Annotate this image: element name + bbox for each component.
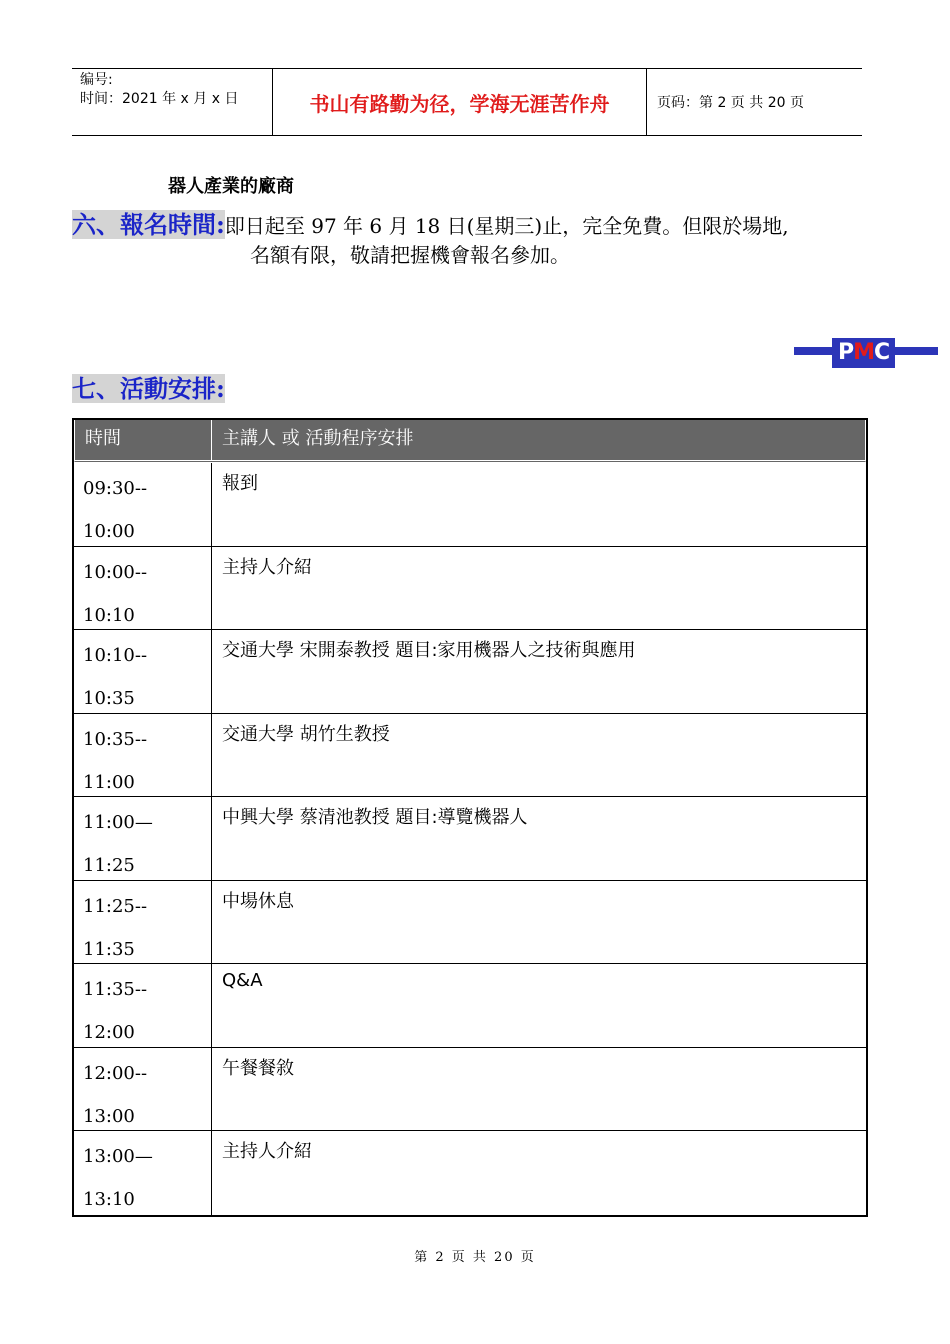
section-6-line2: 名額有限，敬請把握機會報名參加。	[250, 243, 570, 267]
time-end: 10:00	[83, 521, 135, 542]
header-meta	[72, 69, 273, 135]
table-row	[74, 881, 866, 965]
section-7	[72, 372, 225, 406]
table-row	[74, 797, 866, 881]
time-start: 11:25--	[83, 895, 148, 917]
schedule-body	[74, 463, 866, 1215]
section-6-heading: 六、報名時間:	[72, 210, 225, 239]
header-time: 時間	[75, 420, 212, 460]
time-start: 10:00--	[83, 561, 148, 583]
activity-cell: 中興大學 蔡清池教授 題目:導覽機器人	[222, 807, 528, 828]
time-cell	[74, 881, 212, 964]
time-cell	[74, 630, 212, 713]
time-end: 10:10	[83, 604, 135, 626]
table-row	[74, 547, 866, 631]
table-row	[74, 1131, 866, 1215]
time-start: 11:35--	[83, 979, 148, 1000]
time-end: 11:00	[83, 771, 135, 793]
time-cell	[74, 463, 212, 546]
section-6	[72, 210, 789, 241]
table-row	[74, 964, 866, 1048]
activity-cell: 報到	[222, 473, 258, 494]
time-end: 13:10	[83, 1189, 135, 1210]
section-7-heading: 七、活動安排:	[72, 374, 225, 403]
continued-text: 器人產業的廠商	[168, 176, 294, 197]
time-start: 12:00--	[83, 1062, 148, 1084]
time-end: 10:35	[83, 688, 135, 709]
header-motto: 书山有路勤为径，学海无涯苦作舟	[273, 69, 647, 135]
activity-cell: Q&A	[222, 970, 263, 991]
time-end: 11:35	[83, 938, 135, 960]
schedule-header-row	[74, 420, 866, 463]
time-start: 10:35--	[83, 728, 148, 750]
activity-cell: 交通大學 胡竹生教授	[222, 723, 390, 745]
time-start: 09:30--	[83, 478, 148, 499]
pmc-logo	[794, 338, 938, 364]
time-cell	[74, 964, 212, 1047]
page-header	[72, 68, 862, 136]
activity-cell: 主持人介紹	[222, 556, 312, 578]
time-cell	[74, 797, 212, 880]
time-end: 13:00	[83, 1105, 135, 1127]
activity-cell: 中場休息	[222, 890, 294, 912]
activity-cell: 午餐餐敘	[222, 1057, 294, 1079]
table-row	[74, 1048, 866, 1132]
time-cell	[74, 714, 212, 797]
time-cell	[74, 547, 212, 630]
time-start: 11:00—	[83, 812, 153, 833]
section-6-line1: 即日起至 97 年 6 月 18 日(星期三)止，完全免費。但限於場地,	[224, 214, 789, 238]
page-footer: 第 2 页 共 20 页	[414, 1250, 536, 1265]
header-page-info: 页码：第 2 页 共 20 页	[657, 95, 804, 111]
time-start: 10:10--	[83, 645, 148, 666]
table-row	[74, 630, 866, 714]
table-row	[74, 714, 866, 798]
header-activity: 主講人 或 活動程序安排	[222, 428, 414, 449]
schedule-table	[72, 418, 868, 1217]
time-cell	[74, 1048, 212, 1131]
document-number-label: 编号:	[80, 72, 113, 88]
time-end: 11:25	[83, 855, 135, 876]
time-start: 13:00—	[83, 1146, 153, 1167]
table-row	[74, 463, 866, 547]
logo-text: PMC	[832, 338, 895, 368]
activity-cell: 交通大學 宋開泰教授 題目:家用機器人之技術與應用	[222, 640, 636, 661]
activity-cell: 主持人介紹	[222, 1141, 312, 1162]
document-time-label: 时间：2021 年 x 月 x 日	[80, 91, 239, 107]
time-end: 12:00	[83, 1022, 135, 1043]
logo-bar-right	[894, 347, 938, 355]
time-cell	[74, 1131, 212, 1215]
